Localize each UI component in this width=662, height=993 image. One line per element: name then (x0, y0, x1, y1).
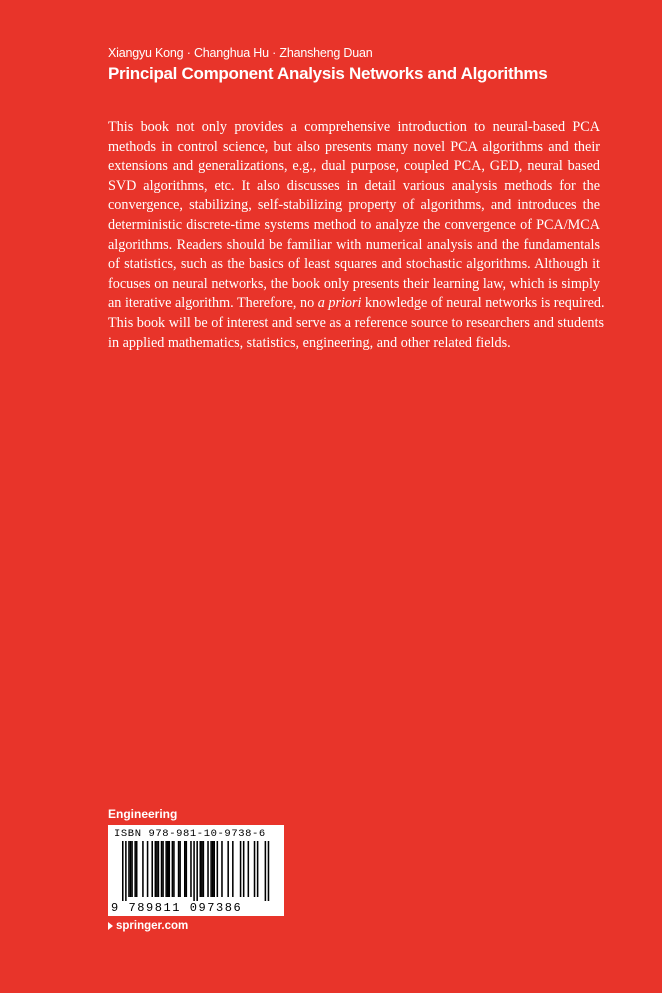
barcode-bar (178, 841, 180, 897)
description-line: extensions and generalizations, e.g., dual purpose, coupled PCA, GED, neural based (108, 158, 600, 175)
barcode-bar (167, 841, 169, 897)
barcode-bar (142, 841, 144, 897)
barcode-bar (186, 841, 188, 897)
barcode-digits: 9 789811 097386 (111, 901, 243, 915)
barcode-bar (125, 841, 127, 901)
isbn-barcode (108, 825, 284, 916)
barcode-bar (162, 841, 164, 897)
barcode-bar (210, 841, 212, 897)
barcode-bar (196, 841, 198, 901)
barcode-bar (165, 841, 167, 897)
barcode-bar (243, 841, 245, 897)
publisher-url: springer.com (116, 920, 189, 932)
barcode-bar (130, 841, 132, 897)
barcode-bar (201, 841, 203, 897)
authors-line: Xiangyu Kong · Changhua Hu · Zhansheng Duan (108, 46, 373, 60)
description-line: in applied mathematics, statistics, engineering, and other related fields. (108, 334, 511, 351)
book-description (108, 118, 605, 353)
barcode-bar (257, 841, 259, 897)
description-line: algorithms. Readers should be familiar with numerical analysis and the fundamentals (108, 236, 600, 253)
description-italic-term: a priori (317, 295, 362, 312)
description-line: This book will be of interest and serve as a reference source to researchers and students (108, 314, 604, 331)
publisher-link[interactable] (108, 920, 188, 932)
barcode-bar (207, 841, 209, 897)
barcode-bar (128, 841, 130, 897)
barcode-bar (131, 841, 133, 897)
barcode-bar (184, 841, 186, 897)
barcode-bar (217, 841, 219, 897)
description-text: knowledge of neural networks is required. (361, 295, 605, 312)
description-line: of statistics, such as the basics of least squares and stochastic algorithms. Although it (108, 256, 600, 273)
barcode-bar (173, 841, 175, 897)
barcode-bar (200, 841, 202, 897)
barcode-bar (221, 841, 223, 897)
book-title: Principal Component Analysis Networks and Algorithms (108, 64, 548, 83)
barcode-bar (156, 841, 158, 897)
barcode-bar (227, 841, 229, 897)
barcode-bar (155, 841, 157, 897)
barcode-bar (134, 841, 136, 897)
barcode-bar (212, 841, 214, 897)
barcode-bar (161, 841, 163, 897)
barcode-bar (151, 841, 153, 897)
description-line: This book not only provides a comprehensive introduction to neural-based PCA (108, 119, 600, 135)
barcode-bar (265, 841, 267, 901)
isbn-label: ISBN 978-981-10-9738-6 (114, 828, 266, 840)
barcode-bar (179, 841, 181, 897)
barcode-bar (172, 841, 174, 897)
arrow-right-icon (108, 922, 113, 930)
barcode-bar (213, 841, 215, 897)
barcode-bar (268, 841, 270, 901)
barcode-bar (136, 841, 138, 897)
barcode-bar (147, 841, 149, 897)
description-line: deterministic discrete-time systems method to analyze the convergence of PCA/MCA (108, 216, 600, 233)
description-text: an iterative algorithm. Therefore, no (108, 295, 318, 312)
barcode-bar (203, 841, 205, 897)
barcode-bars (122, 841, 272, 901)
barcode-bar (232, 841, 234, 897)
subject-label: Engineering (108, 807, 178, 821)
barcode-bar (254, 841, 256, 897)
barcode-bar (158, 841, 160, 897)
barcode-bar (248, 841, 250, 897)
barcode-bar (193, 841, 195, 901)
description-line: SVD algorithms, etc. It also discusses in detail various analysis methods for the (108, 177, 600, 194)
barcode-bar (169, 841, 171, 897)
description-line: focuses on neural networks, the book only presents their learning law, which is simply (108, 275, 600, 292)
description-line (108, 294, 605, 314)
description-line: methods in control science, but also presents many novel PCA algorithms and their (108, 138, 600, 155)
barcode-bar (122, 841, 124, 901)
description-line: convergence, stabilizing, self-stabilizing property of algorithms, and introduces the (108, 197, 600, 214)
barcode-bar (240, 841, 242, 897)
barcode-bar (190, 841, 192, 897)
